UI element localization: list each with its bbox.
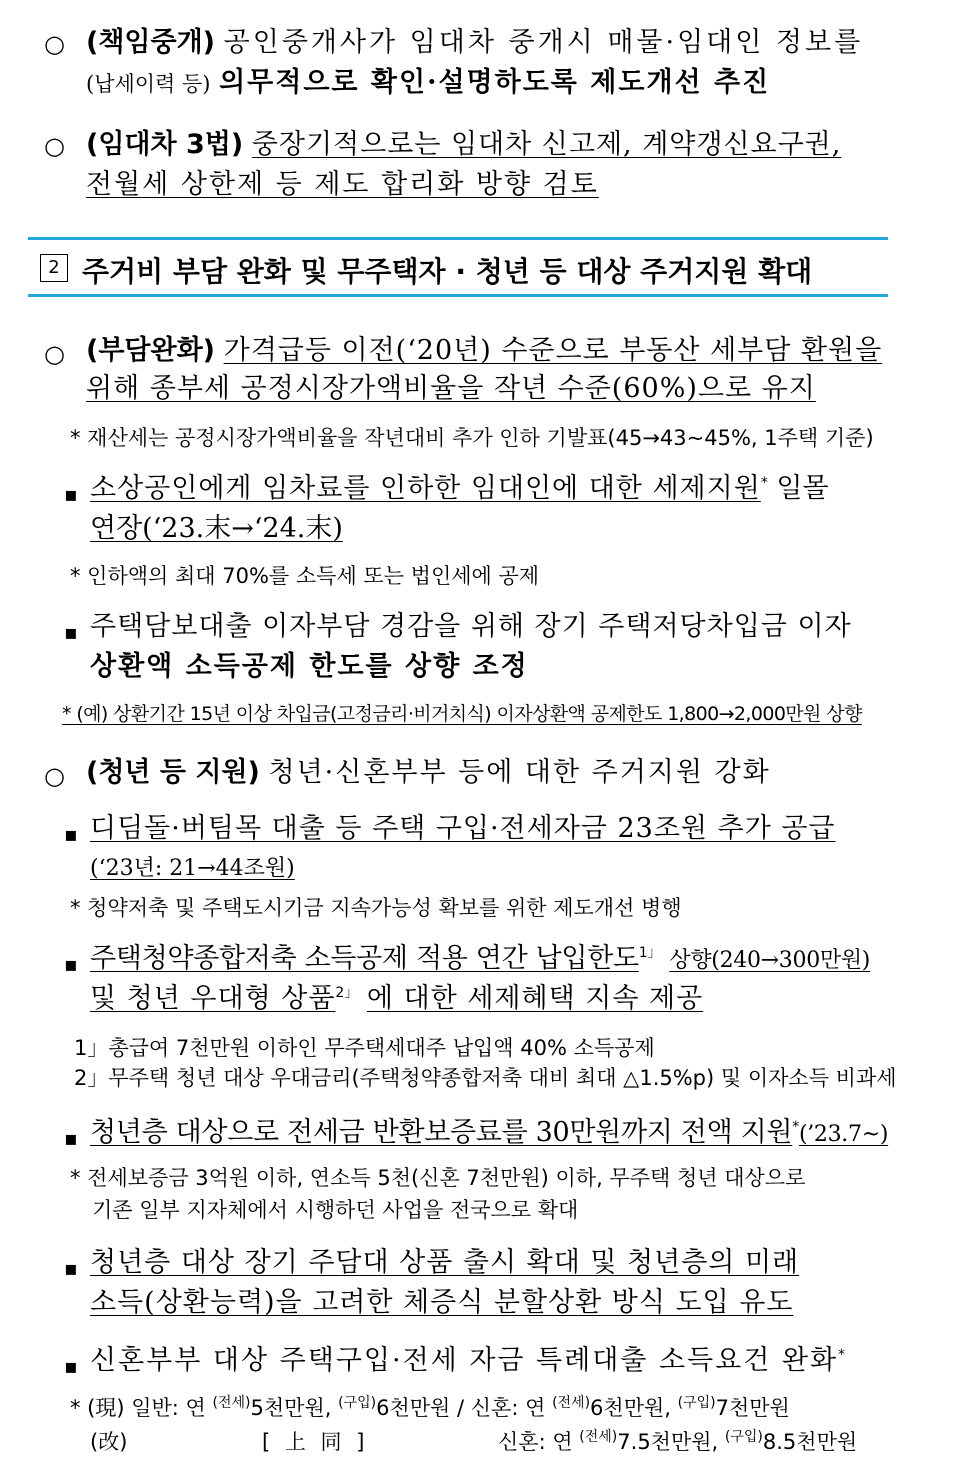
burden-b2-text1: 주택담보대출 이자부담 경감을 위해 장기 주택저당차입금 이자 <box>90 611 852 642</box>
circle-bullet-icon: ○ <box>44 340 65 368</box>
item2-line1 <box>86 128 841 162</box>
note3-r2-c: 신혼: 연 <box>498 1430 573 1454</box>
note3-r2-s2: (구입) <box>724 1429 763 1445</box>
youth-b2-text2b: 에 대한 세제혜택 지속 제공 <box>366 983 704 1014</box>
youth-b4-text1: 청년층 대상 장기 주담대 상품 출시 확대 및 청년층의 미래 <box>90 1247 800 1278</box>
square-bullet-icon: ▪ <box>64 822 78 846</box>
burden-note3 <box>62 700 862 728</box>
youth-b3-sup: * <box>792 1119 799 1135</box>
burden-b1-line2 <box>90 512 343 546</box>
note3-r1-d: 6천만원, <box>590 1396 671 1420</box>
note3-r1-s3: (전세) <box>552 1395 591 1411</box>
burden-text1: 가격급등 이전(‘20년) 수준으로 부동산 세부담 환원을 <box>223 335 883 366</box>
burden-b2-line2 <box>90 650 529 684</box>
note3-r1-e: 7천만원 <box>715 1396 790 1420</box>
item2-text2: 전월세 상한제 등 제도 합리화 방향 검토 <box>86 169 599 200</box>
note3-r1-s2: (구입) <box>338 1395 377 1411</box>
item2-label: (임대차 3법) <box>86 129 244 160</box>
note3-r1-a: * (現) 일반: 연 <box>70 1396 206 1420</box>
youth-b2-text1b: 상향(240→300만원) <box>669 948 871 973</box>
square-bullet-icon: ▪ <box>64 1354 78 1378</box>
section-title: 주거비 부담 완화 및 무주택자 · 청년 등 대상 주거지원 확대 <box>82 255 813 288</box>
square-bullet-icon: ▪ <box>64 482 78 506</box>
youth-note3-row1 <box>70 1394 790 1422</box>
youth-text1: 청년·신혼부부 등에 대한 주거지원 강화 <box>268 757 771 788</box>
note3-r1-s1: (전세) <box>212 1395 251 1411</box>
youth-b1-line2 <box>90 852 295 886</box>
square-bullet-icon: ▪ <box>64 952 78 976</box>
youth-note1: * 청약저축 및 주택도시기금 지속가능성 확보를 위한 제도개선 병행 <box>70 896 682 920</box>
item1-line1 <box>86 26 863 60</box>
youth-b2-text2a: 및 청년 우대형 상품 <box>90 983 336 1014</box>
youth-line1 <box>86 756 771 790</box>
asterisk-mark: * <box>760 475 768 491</box>
item1-text2: 의무적으로 확인·설명하도록 제도개선 추진 <box>219 67 771 98</box>
section-header <box>28 237 888 297</box>
item1-line2 <box>86 66 770 101</box>
burden-text2: 위해 종부세 공정시장가액비율을 작년 수준(60%)으로 유지 <box>86 373 816 404</box>
item2-text1: 중장기적으로는 임대차 신고제, 계약갱신요구권, <box>251 129 842 160</box>
burden-line1 <box>86 334 882 368</box>
youth-b2-sup1: 1」 <box>638 945 662 961</box>
note3-r1-b: 5천만원, <box>250 1396 332 1420</box>
youth-b1-text2: (‘23년: 21→44조원) <box>90 856 295 881</box>
square-bullet-icon: ▪ <box>64 1126 78 1150</box>
youth-b2-line2 <box>90 982 703 1016</box>
item1-label: (책임중개) <box>86 27 216 58</box>
youth-footnote1: 1」총급여 7천만원 이하인 무주택세대주 납입액 40% 소득공제 <box>74 1036 655 1060</box>
burden-label: (부담완화) <box>86 335 216 366</box>
youth-b2-sup2: 2」 <box>335 985 359 1001</box>
burden-note3-text: * (예) 상환기간 15년 이상 차입금(고정금리·비거치식) 이자상환액 공제한도 1,800→2,000만원 상향 <box>62 703 862 725</box>
youth-b5-text1: 신혼부부 대상 주택구입·전세 자금 특례대출 소득요건 완화 <box>90 1345 839 1376</box>
youth-b4-line2 <box>90 1286 793 1320</box>
square-bullet-icon: ▪ <box>64 1256 78 1280</box>
youth-b5-sup: * <box>838 1347 846 1363</box>
youth-label: (청년 등 지원) <box>86 757 260 788</box>
youth-b3-line1 <box>90 1116 888 1152</box>
circle-bullet-icon: ○ <box>44 132 65 160</box>
youth-b2-line1 <box>90 942 870 978</box>
youth-b5-line1 <box>90 1344 845 1378</box>
youth-b2-text1a: 주택청약종합저축 소득공제 적용 연간 납입한도 <box>90 943 639 974</box>
youth-note3-row2-b: [ 上 同 ] <box>262 1430 369 1454</box>
burden-b1-tail: 일몰 <box>776 473 829 504</box>
youth-b4-text2: 소득(상환능력)을 고려한 체증식 분할상환 방식 도입 유도 <box>90 1287 794 1318</box>
note3-r2-s1: (전세) <box>579 1429 618 1445</box>
burden-b1-line1 <box>90 472 829 506</box>
youth-note3-row2-a: (改) <box>90 1430 128 1454</box>
burden-b2-line1 <box>90 610 852 644</box>
burden-note2: * 인하액의 최대 70%를 소득세 또는 법인세에 공제 <box>70 564 540 588</box>
note3-r1-s4: (구입) <box>677 1395 716 1411</box>
youth-note3-row2-c <box>498 1428 857 1456</box>
item2-line2 <box>86 168 599 202</box>
burden-b2-text2: 상환액 소득공제 한도를 상향 조정 <box>90 651 529 682</box>
youth-b3-text1: 청년층 대상으로 전세금 반환보증료를 30만원까지 전액 지원 <box>90 1117 793 1148</box>
burden-line2 <box>86 372 816 406</box>
square-bullet-icon: ▪ <box>64 620 78 644</box>
youth-note2-line2: 기존 일부 지자체에서 시행하던 사업을 전국으로 확대 <box>92 1198 579 1222</box>
youth-b1-line1 <box>90 812 835 846</box>
burden-note1: * 재산세는 공정시장가액비율을 작년대비 추가 인하 기발표(45→43~45%, 1주택 기준) <box>70 426 874 450</box>
youth-b3-tail: (’23.7~) <box>798 1122 889 1147</box>
circle-bullet-icon: ○ <box>44 30 65 58</box>
circle-bullet-icon: ○ <box>44 762 65 790</box>
item1-small: (납세이력 등) <box>86 72 211 96</box>
youth-note2-line1: * 전세보증금 3억원 이하, 연소득 5천(신혼 7천만원) 이하, 무주택 청년 대상으로 <box>70 1166 806 1190</box>
note3-r2-e: 8.5천만원 <box>762 1430 858 1454</box>
youth-b1-text1: 디딤돌·버팀목 대출 등 주택 구입·전세자금 23조원 추가 공급 <box>90 813 836 844</box>
section-number: 2 <box>40 254 68 282</box>
note3-r1-c: 6천만원 / 신혼: 연 <box>376 1396 546 1420</box>
burden-b1-text2: 연장(‘23.末→‘24.末) <box>90 513 343 544</box>
item1-text1: 공인중개사가 임대차 중개시 매물·임대인 정보를 <box>223 27 864 58</box>
burden-b1-text1: 소상공인에게 임차료를 인하한 임대인에 대한 세제지원 <box>90 473 761 504</box>
note3-r2-d: 7.5천만원, <box>617 1430 719 1454</box>
youth-footnote2: 2」무주택 청년 대상 우대금리(주택청약종합저축 대비 최대 △1.5%p) 및 이자소득 비과세 <box>74 1066 897 1090</box>
youth-b4-line1 <box>90 1246 799 1280</box>
